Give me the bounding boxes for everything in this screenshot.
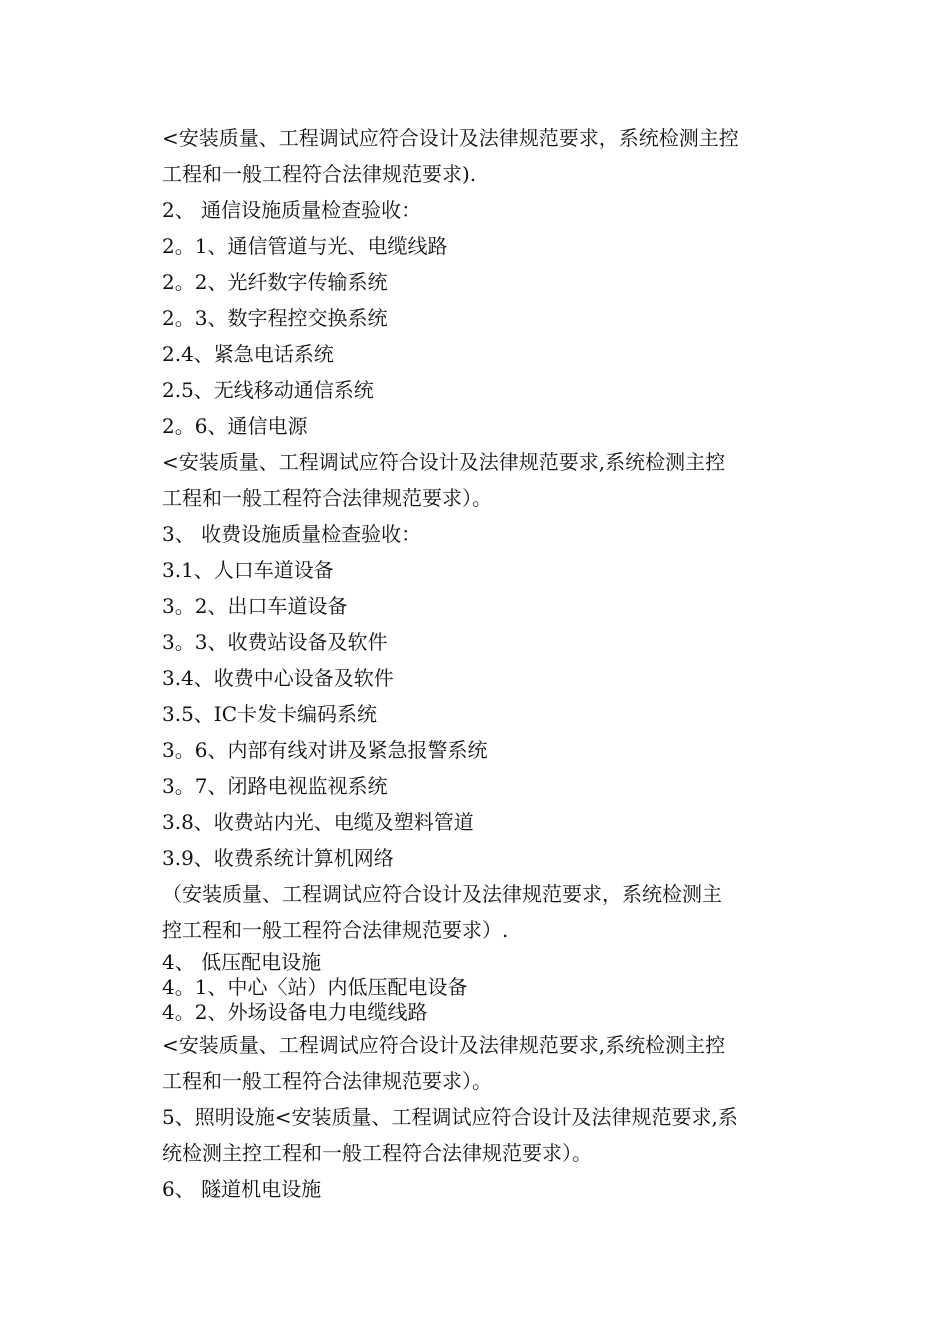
text-line: <安装质量、工程调试应符合设计及法律规范要求,系统检测主控 <box>162 450 726 474</box>
text-line: 工程和一般工程符合法律规范要求). <box>162 162 477 186</box>
text-line: 工程和一般工程符合法律规范要求）。 <box>162 1069 492 1093</box>
list-item: 2。2、光纤数字传输系统 <box>162 270 388 294</box>
list-item: 3.8、收费站内光、电缆及塑料管道 <box>162 810 474 834</box>
section-heading: 2、 通信设施质量检查验收： <box>162 198 422 222</box>
section-heading: 5、照明设施<安装质量、工程调试应符合设计及法律规范要求,系 <box>162 1105 738 1129</box>
text-line: （安装质量、工程调试应符合设计及法律规范要求，系统检测主 <box>162 882 722 906</box>
list-item: 3.4、收费中心设备及软件 <box>162 666 394 690</box>
list-item: 3。3、收费站设备及软件 <box>162 630 388 654</box>
list-item: 3。7、闭路电视监视系统 <box>162 774 388 798</box>
list-item: 2.5、无线移动通信系统 <box>162 378 374 402</box>
text-line: <安装质量、工程调试应符合设计及法律规范要求，系统检测主控 <box>162 126 739 150</box>
section-heading: 6、 隧道机电设施 <box>162 1177 322 1201</box>
document-body <box>162 120 810 1207</box>
list-item: 3。2、出口车道设备 <box>162 594 348 618</box>
section-heading: 4、 低压配电设施 <box>162 950 322 974</box>
list-item: 2.4、紧急电话系统 <box>162 342 334 366</box>
text-line: 统检测主控工程和一般工程符合法律规范要求）。 <box>162 1141 592 1165</box>
list-item: 4。1、中心〈站）内低压配电设备 <box>162 975 468 999</box>
list-item: 4。2、外场设备电力电缆线路 <box>162 1000 428 1024</box>
list-item: 3.9、收费系统计算机网络 <box>162 846 394 870</box>
text-line: 控工程和一般工程符合法律规范要求）. <box>162 918 509 942</box>
list-item: 3.5、IC卡发卡编码系统 <box>162 702 378 726</box>
list-item: 3。6、内部有线对讲及紧急报警系统 <box>162 738 488 762</box>
list-item: 2。6、通信电源 <box>162 414 308 438</box>
list-item: 3.1、人口车道设备 <box>162 558 334 582</box>
text-line: 工程和一般工程符合法律规范要求）。 <box>162 486 492 510</box>
text-line: <安装质量、工程调试应符合设计及法律规范要求,系统检测主控 <box>162 1033 726 1057</box>
list-item: 2。3、数字程控交换系统 <box>162 306 388 330</box>
section-heading: 3、 收费设施质量检查验收： <box>162 522 422 546</box>
list-item: 2。1、通信管道与光、电缆线路 <box>162 234 448 258</box>
